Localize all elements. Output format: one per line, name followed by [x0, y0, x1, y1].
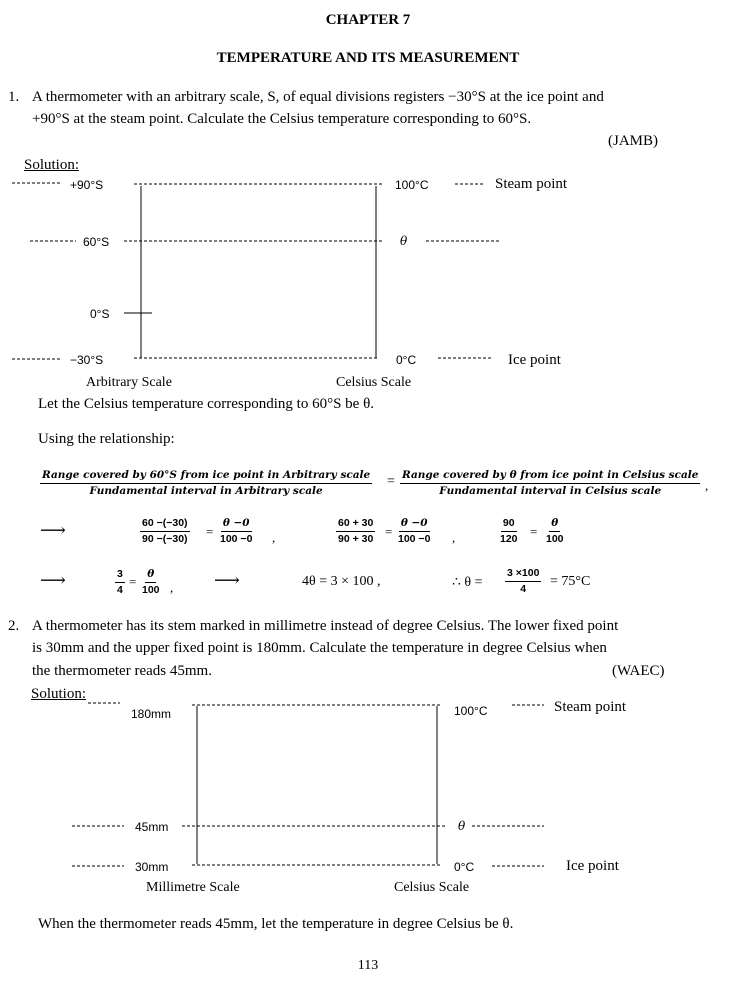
q2-celsius-scale-label: Celsius Scale	[394, 880, 470, 895]
q1-left-label-0: 0°S	[90, 307, 110, 321]
q1-number: 1.	[8, 89, 20, 105]
step1-frac5	[500, 518, 518, 544]
step2-frac1-den: 4	[117, 583, 123, 596]
step1-frac6-num: θ	[549, 518, 560, 532]
step1-comma2: ,	[452, 530, 456, 545]
relation-equals: =	[387, 474, 395, 489]
step1-frac5-den: 120	[500, 532, 518, 545]
step1-frac6	[546, 518, 564, 544]
step1-frac4-num: θ −0	[399, 518, 430, 532]
step1-frac1-num: 60 −(−30)	[140, 518, 190, 532]
q1-arbitrary-scale-label: Arbitrary Scale	[86, 375, 172, 390]
step1-frac4	[398, 518, 430, 544]
step1-frac5-num: 90	[501, 518, 517, 532]
step2-frac2	[142, 569, 160, 595]
q2-right-label-0: 0°C	[454, 860, 475, 874]
q2-millimetre-scale-label: Millimetre Scale	[146, 880, 240, 895]
step1-frac1-den: 90 −(−30)	[142, 532, 188, 545]
q2-source: (WAEC)	[612, 663, 665, 679]
q2-left-label-180: 180mm	[131, 707, 172, 721]
page-number: 113	[357, 958, 379, 973]
relation-rhs-den: Fundamental interval in Celsius scale	[439, 484, 662, 497]
q1-let-text: Let the Celsius temperature corresponding to 60°S be θ.	[38, 396, 375, 412]
q2-solution-label: Solution:	[31, 686, 87, 702]
q2-right-label-theta: θ	[458, 819, 466, 833]
q1-right-label-theta: θ	[400, 234, 408, 248]
step2-therefore: ∴ θ =	[452, 575, 483, 590]
step1-frac2	[220, 518, 252, 544]
q1-right-label-100: 100°C	[395, 178, 429, 192]
q2-number: 2.	[8, 618, 20, 634]
step1-frac3-num: 60 + 30	[336, 518, 375, 532]
q1-left-label-60: 60°S	[83, 235, 110, 249]
step2-result: = 75°C	[550, 574, 591, 589]
step2-equation: 4θ = 3 × 100 ,	[302, 574, 381, 589]
q1-steam-point: Steam point	[495, 176, 568, 192]
relation-rhs-num: Range covered by θ from ice point in Celsius scale	[400, 470, 700, 484]
q1-celsius-scale-label: Celsius Scale	[336, 375, 412, 390]
q1-text-line1: A thermometer with an arbitrary scale, S, of equal divisions registers −30°S at the ice point and	[32, 89, 604, 105]
q2-steam-point: Steam point	[554, 699, 627, 715]
step1-eq1: =	[206, 524, 214, 539]
q1-left-label-minus30: −30°S	[70, 353, 104, 367]
relation-rhs-fraction	[400, 470, 700, 496]
q1-source: (JAMB)	[608, 133, 659, 149]
q2-ice-point: Ice point	[566, 858, 619, 874]
q2-left-label-30: 30mm	[135, 860, 169, 874]
step2-frac3-den: 4	[520, 582, 527, 595]
relation-comma: ,	[705, 478, 709, 493]
chapter-heading: CHAPTER 7	[325, 12, 411, 28]
q2-right-label-100: 100°C	[454, 704, 488, 718]
q2-text-line3: the thermometer reads 45mm.	[32, 663, 212, 679]
q1-solution-label: Solution:	[24, 157, 80, 173]
step1-frac3-den: 90 + 30	[338, 532, 374, 545]
relation-lhs-den: Fundamental interval in Arbitrary scale	[89, 484, 323, 497]
q1-left-label-90: +90°S	[70, 178, 104, 192]
step2-eq1: =	[129, 574, 137, 589]
q2-text-line1: A thermometer has its stem marked in millimetre instead of degree Celsius. The lower fixed point	[32, 618, 619, 634]
step2-frac2-den: 100	[142, 583, 160, 596]
step2-frac3-num: 3 ×100	[505, 568, 541, 582]
step1-frac1	[140, 518, 190, 544]
step2-frac1-num: 3	[115, 569, 125, 583]
step1-comma1: ,	[272, 530, 276, 545]
step1-frac2-den: 100 −0	[220, 532, 253, 545]
step2-frac2-num: θ	[145, 569, 156, 583]
step1-eq3: =	[530, 524, 538, 539]
q1-text-line2: +90°S at the steam point. Calculate the Celsius temperature corresponding to 60°S.	[32, 111, 532, 127]
step1-eq2: =	[385, 524, 393, 539]
relation-lhs-num: Range covered by 60°S from ice point in Arbitrary scale	[40, 470, 372, 484]
q1-right-label-0: 0°C	[396, 353, 417, 367]
q1-using-text: Using the relationship:	[38, 431, 175, 447]
step1-frac2-num: θ −0	[221, 518, 252, 532]
step1-frac4-den: 100 −0	[398, 532, 431, 545]
q2-when-text: When the thermometer reads 45mm, let the temperature in degree Celsius be θ.	[38, 916, 514, 932]
step2-frac3	[505, 568, 541, 594]
arrow-icon: ⟶	[40, 570, 66, 590]
relation-lhs-fraction	[40, 470, 372, 496]
q2-text-line2: is 30mm and the upper fixed point is 180mm. Calculate the temperature in degree Celsius when	[32, 640, 607, 656]
arrow-icon: ⟶	[214, 570, 240, 590]
arrow-icon: ⟶	[40, 520, 66, 540]
step1-frac6-den: 100	[546, 532, 564, 545]
step2-frac1	[115, 569, 125, 595]
chapter-title: TEMPERATURE AND ITS MEASUREMENT	[216, 50, 520, 66]
step2-comma1: ,	[170, 580, 174, 595]
q2-left-label-45: 45mm	[135, 820, 169, 834]
q1-ice-point: Ice point	[508, 352, 561, 368]
step1-frac3	[336, 518, 375, 544]
